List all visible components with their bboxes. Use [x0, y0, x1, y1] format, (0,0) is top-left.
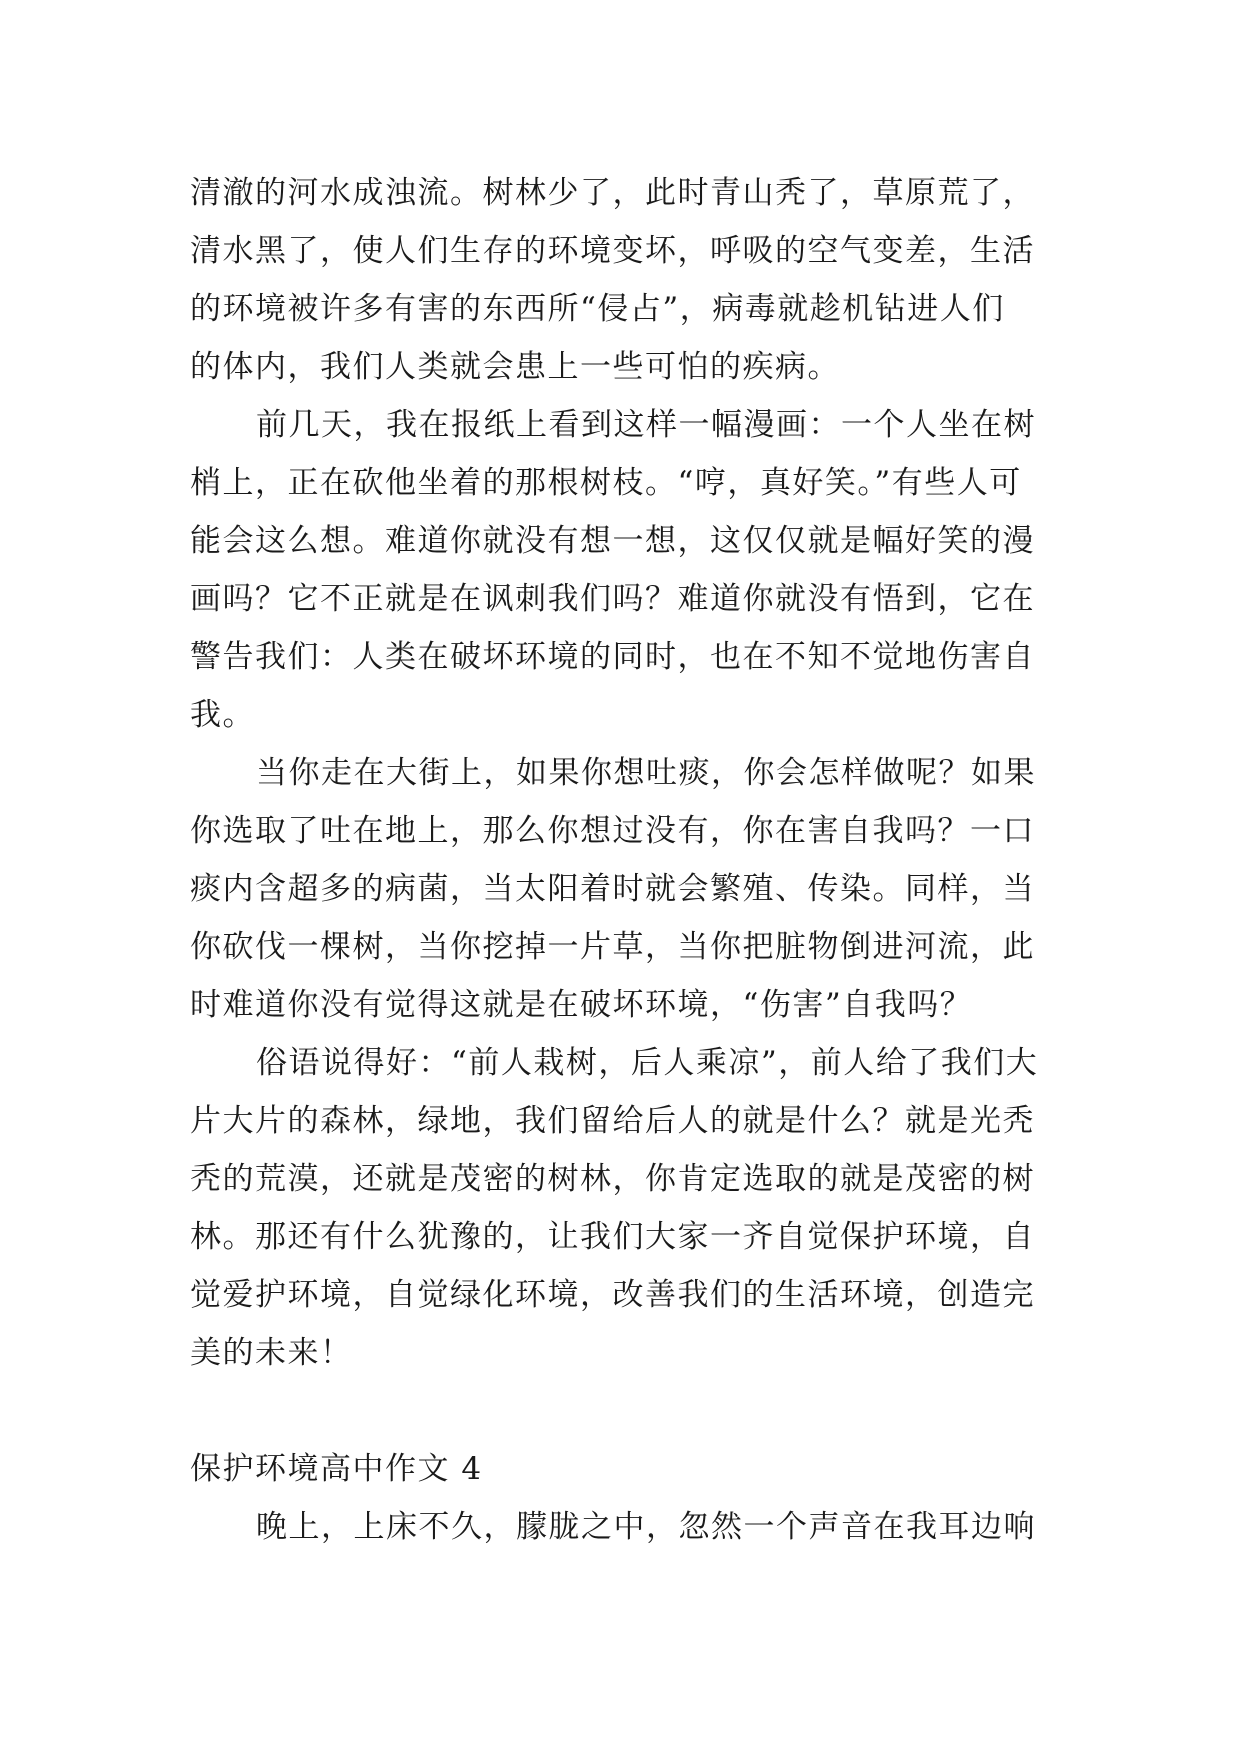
text-line: 觉爱护环境，自觉绿化环境，改善我们的生活环境，创造完	[190, 1277, 1035, 1313]
text-line: 晚上，上床不久，朦胧之中，忽然一个声音在我耳边响	[256, 1509, 1036, 1545]
text-line: 当你走在大街上，如果你想吐痰，你会怎样做呢？如果	[256, 755, 1036, 791]
text-line: 梢上，正在砍他坐着的那根树枝。“哼，真好笑。”有些人可	[190, 465, 1022, 501]
text-line: 美的未来！	[190, 1335, 353, 1371]
text-line: 清水黑了，使人们生存的环境变坏，呼吸的空气变差，生活	[190, 233, 1035, 269]
paragraph-3	[190, 744, 1060, 1034]
text-line: 我。	[190, 697, 255, 733]
text-line: 清澈的河水成浊流。树林少了，此时青山秃了，草原荒了，	[190, 175, 1035, 211]
text-line: 林。那还有什么犹豫的，让我们大家一齐自觉保护环境，自	[190, 1219, 1035, 1255]
text-line: 画吗？它不正就是在讽刺我们吗？难道你就没有悟到，它在	[190, 581, 1035, 617]
text-line: 前几天，我在报纸上看到这样一幅漫画：一个人坐在树	[256, 407, 1036, 443]
text-line: 秃的荒漠，还就是茂密的树林，你肯定选取的就是茂密的树	[190, 1161, 1035, 1197]
text-line: 你选取了吐在地上，那么你想过没有，你在害自我吗？一口	[190, 813, 1035, 849]
text-line: 警告我们：人类在破坏环境的同时，也在不知不觉地伤害自	[190, 639, 1035, 675]
text-line: 能会这么想。难道你就没有想一想，这仅仅就是幅好笑的漫	[190, 523, 1035, 559]
paragraph-4	[190, 1034, 1060, 1382]
section-title: 保护环境高中作文 4	[190, 1451, 483, 1487]
text-line: 的体内，我们人类就会患上一些可怕的疾病。	[190, 349, 840, 385]
text-line: 你砍伐一棵树，当你挖掉一片草，当你把脏物倒进河流，此	[190, 929, 1035, 965]
text-line: 痰内含超多的病菌，当太阳着时就会繁殖、传染。同样，当	[190, 871, 1035, 907]
text-line: 的环境被许多有害的东西所“侵占”，病毒就趁机钻进人们	[190, 291, 1005, 327]
paragraph-5	[190, 1498, 1060, 1556]
text-line: 片大片的森林，绿地，我们留给后人的就是什么？就是光秃	[190, 1103, 1035, 1139]
text-line: 俗语说得好：“前人栽树，后人乘凉”，前人给了我们大	[256, 1045, 1039, 1081]
paragraph-2	[190, 396, 1060, 744]
text-line: 时难道你没有觉得这就是在破坏环境，“伤害”自我吗？	[190, 987, 973, 1023]
paragraph-1	[190, 164, 1060, 396]
